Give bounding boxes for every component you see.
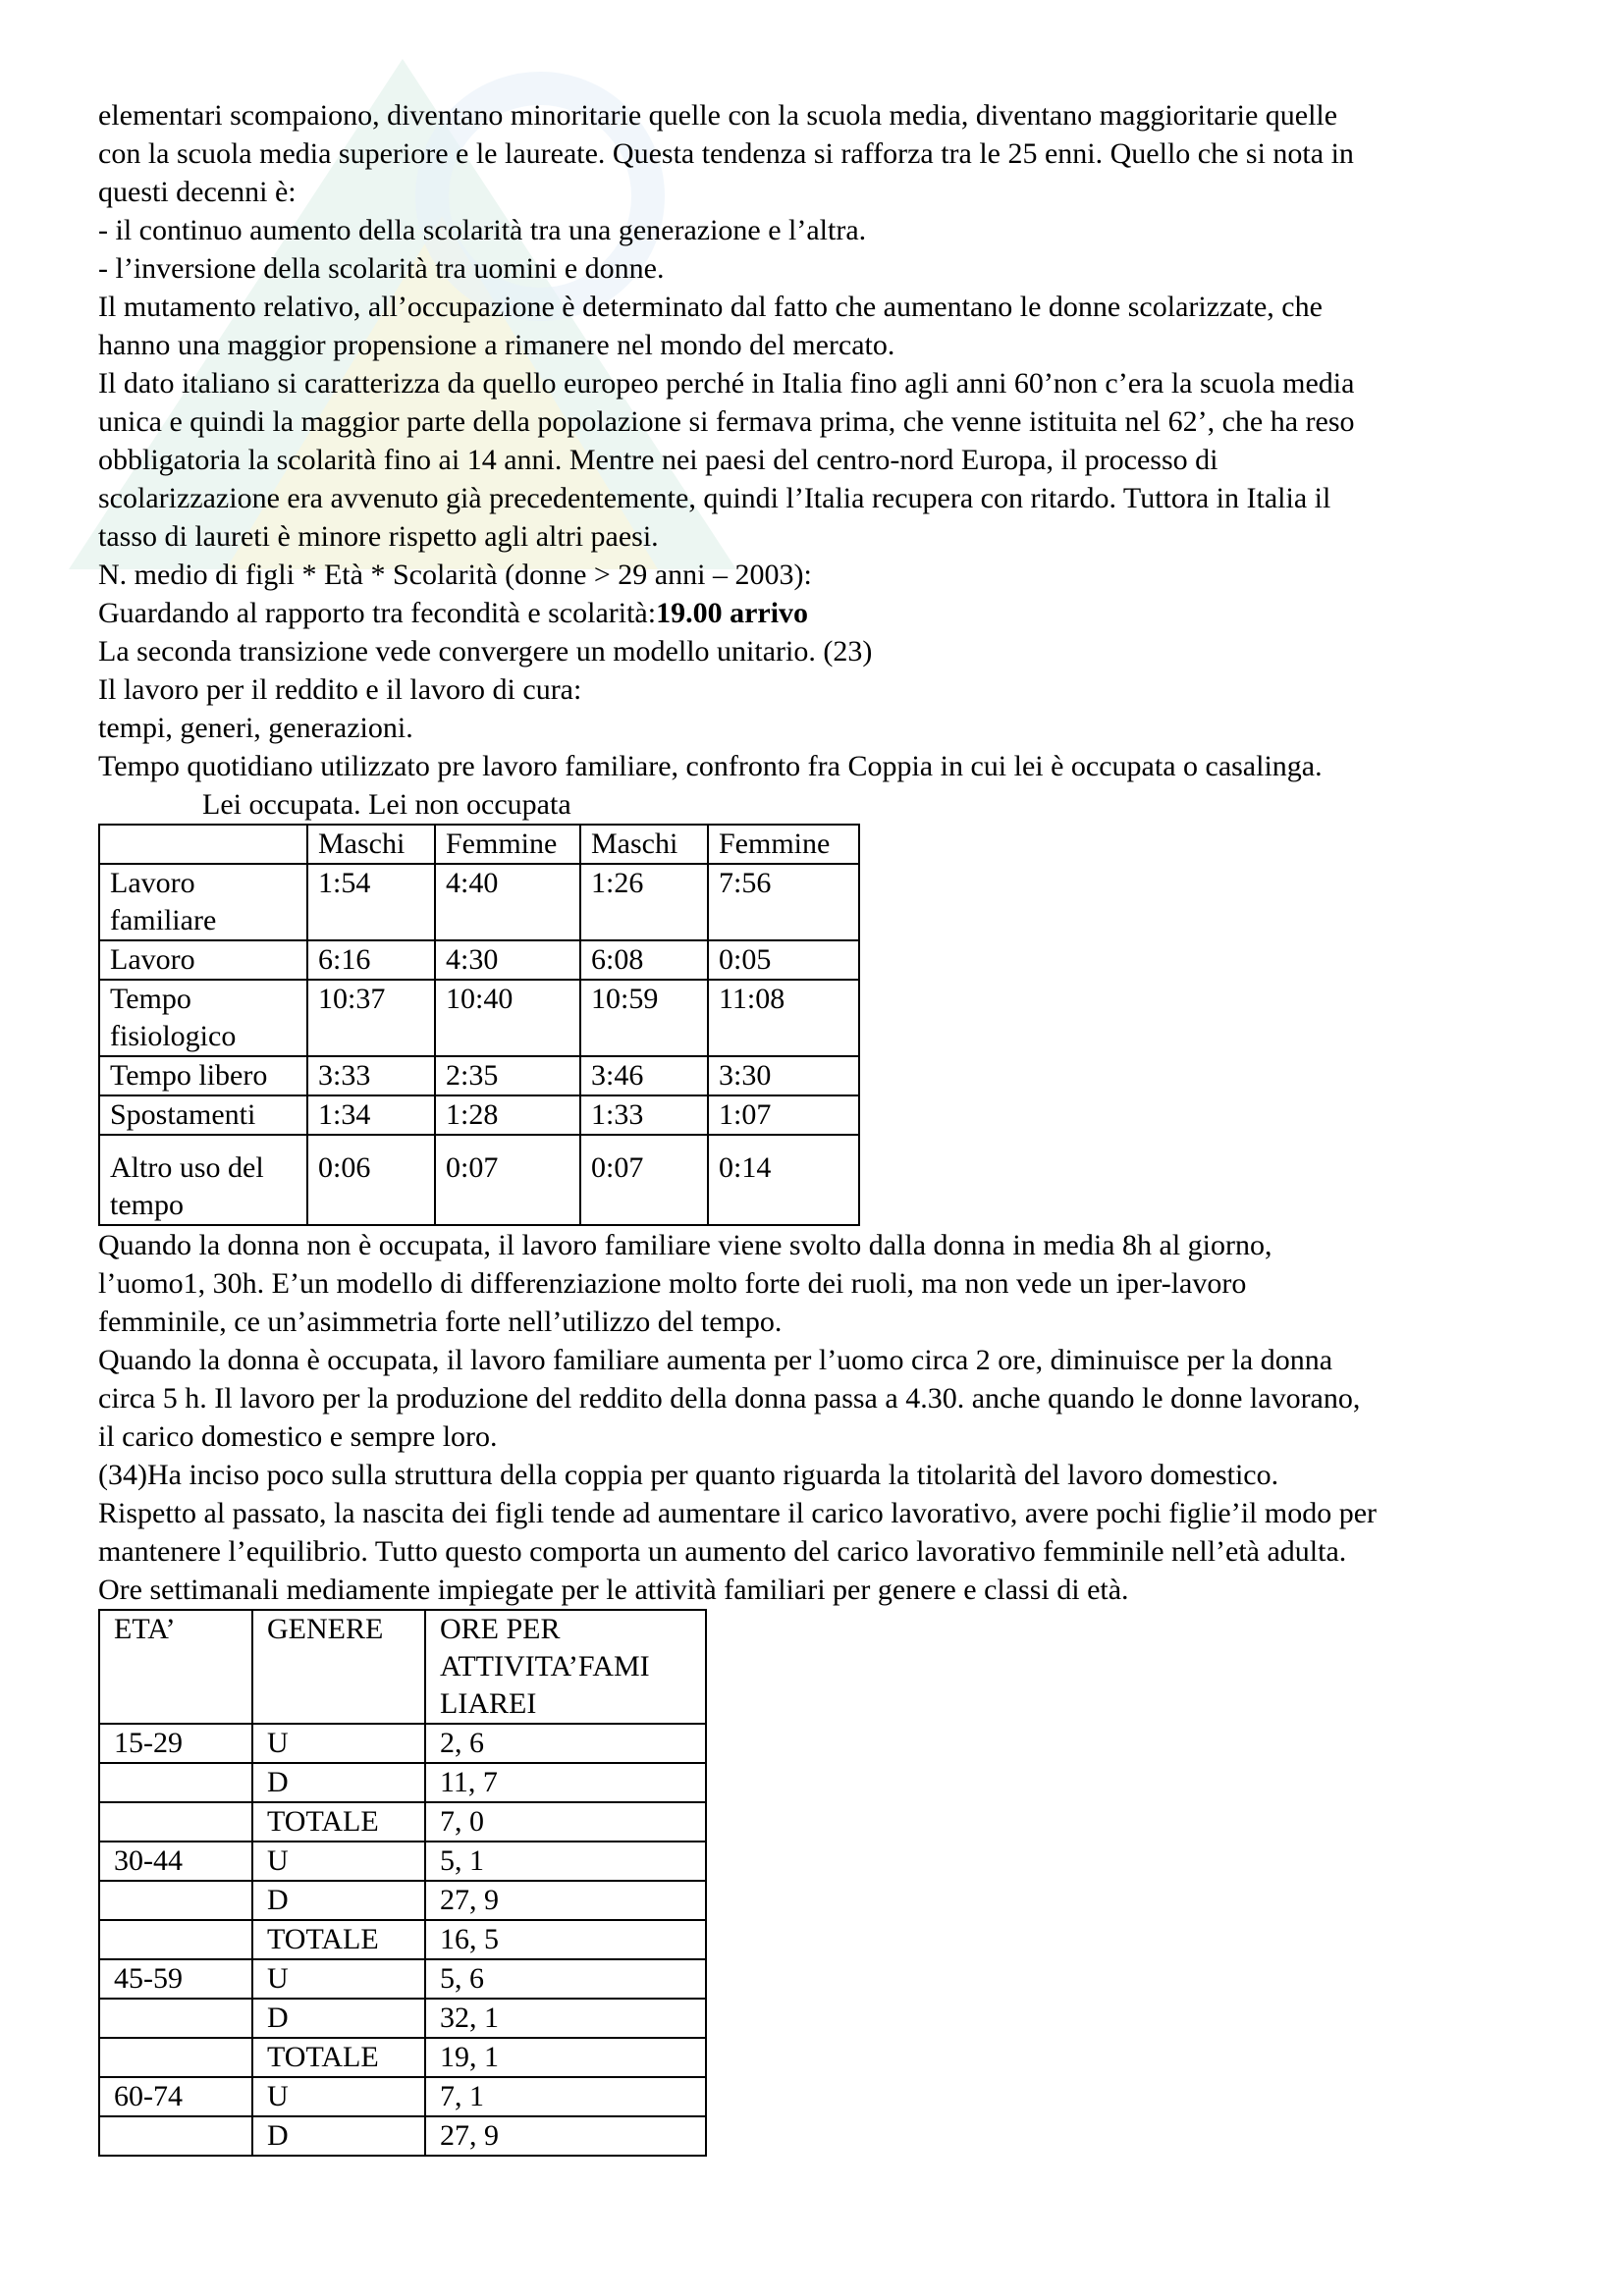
table-cell: Tempo fisiologico — [99, 980, 307, 1056]
text-line: unica e quindi la maggior parte della popolazione si fermava prima, che venne istituita nel 62’, che ha reso — [98, 405, 1355, 438]
weekly-hours-table — [98, 1609, 707, 2157]
table-cell: Altro uso del tempo — [99, 1135, 307, 1225]
text-line: tempi, generi, generazioni. — [98, 712, 413, 744]
document-page — [98, 96, 1551, 2157]
table-cell: 0:07 — [435, 1135, 580, 1225]
table-cell: 4:40 — [435, 864, 580, 940]
table-cell: 1:54 — [307, 864, 435, 940]
table-cell — [99, 2116, 252, 2156]
table-cell: 27, 9 — [425, 2116, 706, 2156]
table-cell: TOTALE — [252, 2038, 425, 2077]
table-cell: 1:07 — [708, 1095, 859, 1135]
text-line: Tempo quotidiano utilizzato pre lavoro familiare, confronto fra Coppia in cui lei è occupata o casalinga. — [98, 750, 1323, 782]
table-cell — [99, 1999, 252, 2038]
text-line: elementari scompaiono, diventano minoritarie quelle con la scuola media, diventano maggioritarie quelle — [98, 99, 1338, 132]
table-cell: 60-74 — [99, 2077, 252, 2116]
table-header-cell: Femmine — [708, 825, 859, 864]
table-header-cell: Femmine — [435, 825, 580, 864]
table-cell: 11:08 — [708, 980, 859, 1056]
table-cell: TOTALE — [252, 1920, 425, 1959]
text-line: femminile, ce un’asimmetria forte nell’utilizzo del tempo. — [98, 1306, 783, 1338]
text-line: (34)Ha inciso poco sulla struttura della coppia per quanto riguarda la titolarità del lavoro domestico. — [98, 1459, 1279, 1491]
table-cell: 10:40 — [435, 980, 580, 1056]
table-row — [99, 1920, 706, 1959]
table-row — [99, 1056, 859, 1095]
table-cell: 1:28 — [435, 1095, 580, 1135]
text-line: Quando la donna è occupata, il lavoro familiare aumenta per l’uomo circa 2 ore, diminuisce per la donna — [98, 1344, 1333, 1376]
fecondita-text: Guardando al rapporto tra fecondità e scolarità: — [98, 597, 657, 629]
table-row — [99, 1095, 859, 1135]
table-cell: 4:30 — [435, 940, 580, 980]
table-cell: U — [252, 1724, 425, 1763]
text-line: Il lavoro per il reddito e il lavoro di cura: — [98, 673, 582, 706]
table-cell: 0:05 — [708, 940, 859, 980]
table-cell: 32, 1 — [425, 1999, 706, 2038]
table-cell: U — [252, 2077, 425, 2116]
table-header-cell: ETA’ — [99, 1610, 252, 1724]
table-cell: TOTALE — [252, 1802, 425, 1842]
table-row — [99, 2077, 706, 2116]
text-line: N. medio di figli * Età * Scolarità (donne > 29 anni – 2003): — [98, 559, 812, 591]
table-cell: D — [252, 1999, 425, 2038]
table-cell: 5, 1 — [425, 1842, 706, 1881]
table-row — [99, 2038, 706, 2077]
table-cell — [99, 1802, 252, 1842]
table-cell: Spostamenti — [99, 1095, 307, 1135]
table-cell: 16, 5 — [425, 1920, 706, 1959]
text-line: Il mutamento relativo, all’occupazione è determinato dal fatto che aumentano le donne scolarizzate, che — [98, 291, 1323, 323]
text-line: tasso di laureti è minore rispetto agli altri paesi. — [98, 520, 659, 553]
time-use-table — [98, 824, 860, 1226]
table-cell: 1:33 — [580, 1095, 708, 1135]
table-row — [99, 1724, 706, 1763]
table-row — [99, 1959, 706, 1999]
table-row — [99, 1881, 706, 1920]
table-cell: Tempo libero — [99, 1056, 307, 1095]
table-cell: 0:06 — [307, 1135, 435, 1225]
table-cell: 11, 7 — [425, 1763, 706, 1802]
table-cell: U — [252, 1842, 425, 1881]
fecondita-bold: 19.00 arrivo — [656, 597, 809, 629]
table-header-cell — [99, 825, 307, 864]
table-row — [99, 2116, 706, 2156]
table-cell: 0:14 — [708, 1135, 859, 1225]
table-cell: 45-59 — [99, 1959, 252, 1999]
table-cell: 7:56 — [708, 864, 859, 940]
table-row — [99, 864, 859, 940]
table1-caption: Lei occupata. Lei non occupata — [202, 788, 571, 821]
table-row — [99, 1763, 706, 1802]
table-cell: U — [252, 1959, 425, 1999]
text-line: - il continuo aumento della scolarità tra una generazione e l’altra. — [98, 214, 867, 246]
table-cell: 3:46 — [580, 1056, 708, 1095]
table-cell: 0:07 — [580, 1135, 708, 1225]
text-line: mantenere l’equilibrio. Tutto questo comporta un aumento del carico lavorativo femminile nell’età adulta. — [98, 1535, 1347, 1568]
table-cell: 30-44 — [99, 1842, 252, 1881]
table-cell: 6:16 — [307, 940, 435, 980]
table-cell: 10:59 — [580, 980, 708, 1056]
table-cell: 3:33 — [307, 1056, 435, 1095]
top-paragraphs — [98, 96, 1551, 594]
table-cell: Lavoro — [99, 940, 307, 980]
table-header-cell: ORE PER ATTIVITA’FAMI LIAREI — [425, 1610, 706, 1724]
text-line: Quando la donna non è occupata, il lavoro familiare viene svolto dalla donna in media 8h al giorno, — [98, 1229, 1272, 1261]
text-line: - l’inversione della scolarità tra uomini e donne. — [98, 252, 665, 285]
table-cell: Lavoro familiare — [99, 864, 307, 940]
table-row — [99, 1999, 706, 2038]
text-line: scolarizzazione era avvenuto già precedentemente, quindi l’Italia recupera con ritardo. Tuttora in Italia il — [98, 482, 1331, 514]
text-line: con la scuola media superiore e le laureate. Questa tendenza si rafforza tra le 25 enni. Quello che si nota in — [98, 137, 1354, 170]
table-cell: 2, 6 — [425, 1724, 706, 1763]
table-row — [99, 940, 859, 980]
table-cell: 10:37 — [307, 980, 435, 1056]
table-cell: D — [252, 2116, 425, 2156]
text-line: Il dato italiano si caratterizza da quello europeo perché in Italia fino agli anni 60’non c’era la scuola media — [98, 367, 1355, 400]
table-cell: 1:34 — [307, 1095, 435, 1135]
table-cell: D — [252, 1763, 425, 1802]
text-line: La seconda transizione vede convergere un modello unitario. (23) — [98, 635, 873, 667]
table-cell — [99, 1763, 252, 1802]
text-line: Ore settimanali mediamente impiegate per le attività familiari per genere e classi di età. — [98, 1574, 1129, 1606]
table-cell: 1:26 — [580, 864, 708, 940]
after-table-paragraphs — [98, 1226, 1551, 1609]
table-header-cell: Maschi — [307, 825, 435, 864]
text-line: circa 5 h. Il lavoro per la produzione del reddito della donna passa a 4.30. anche quando le donne lavorano, — [98, 1382, 1361, 1415]
text-line: obbligatoria la scolarità fino ai 14 anni. Mentre nei paesi del centro-nord Europa, il processo di — [98, 444, 1218, 476]
table-row — [99, 1135, 859, 1225]
text-line: hanno una maggior propensione a rimanere nel mondo del mercato. — [98, 329, 895, 361]
table-cell: 15-29 — [99, 1724, 252, 1763]
table-row — [99, 980, 859, 1056]
table-header-row — [99, 825, 859, 864]
text-line: questi decenni è: — [98, 176, 297, 208]
table-cell: 19, 1 — [425, 2038, 706, 2077]
text-line: l’uomo1, 30h. E’un modello di differenziazione molto forte dei ruoli, ma non vede un iper-lavoro — [98, 1267, 1247, 1300]
table-cell — [99, 1881, 252, 1920]
table-cell: 3:30 — [708, 1056, 859, 1095]
table-header-cell: Maschi — [580, 825, 708, 864]
table-cell: 5, 6 — [425, 1959, 706, 1999]
table-row — [99, 1802, 706, 1842]
table-cell: 2:35 — [435, 1056, 580, 1095]
fecondita-line — [98, 594, 1551, 632]
table-header-row — [99, 1610, 706, 1724]
text-line: il carico domestico e sempre loro. — [98, 1420, 498, 1453]
table-cell: 7, 0 — [425, 1802, 706, 1842]
table-cell: 6:08 — [580, 940, 708, 980]
table-cell: 7, 1 — [425, 2077, 706, 2116]
table-cell — [99, 2038, 252, 2077]
text-line: Rispetto al passato, la nascita dei figli tende ad aumentare il carico lavorativo, avere pochi figlie’il modo per — [98, 1497, 1378, 1529]
table-cell: D — [252, 1881, 425, 1920]
table-row — [99, 1842, 706, 1881]
table-cell — [99, 1920, 252, 1959]
mid-paragraphs — [98, 632, 1551, 785]
table-header-cell: GENERE — [252, 1610, 425, 1724]
table-cell: 27, 9 — [425, 1881, 706, 1920]
